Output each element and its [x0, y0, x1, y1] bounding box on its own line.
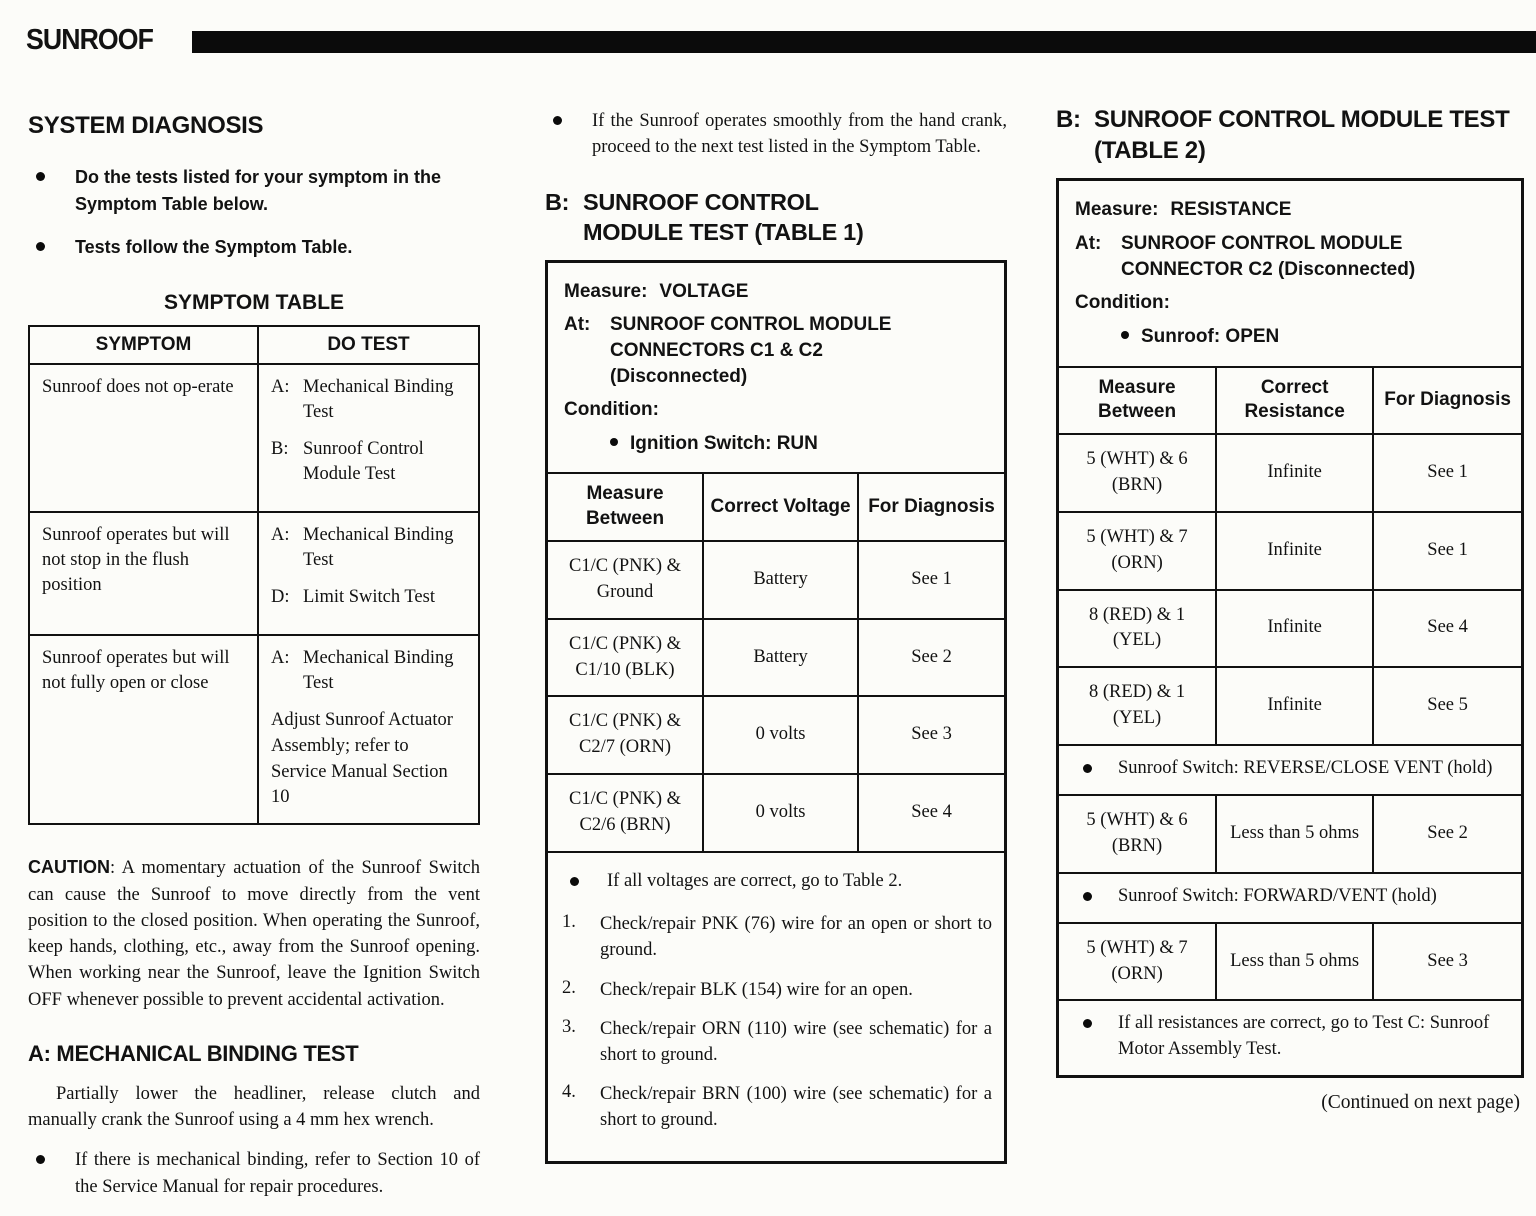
for-diagnosis-cell: See 3 [858, 696, 1004, 774]
test-name: Limit Switch Test [303, 586, 435, 607]
switch-condition-row [1059, 873, 1521, 923]
section-title-table2 [1056, 104, 1524, 166]
symptom-cell: Sunroof operates but will not fully open or close [29, 635, 258, 825]
test-letter: A: [271, 377, 290, 397]
measure-line [1075, 197, 1507, 223]
bullet-icon [1121, 331, 1129, 339]
footnote-number: 4. [562, 1082, 576, 1103]
column-header-measure-between: Measure Between [1059, 368, 1216, 434]
table-row [1059, 923, 1521, 1001]
heading-text: SUNROOF CONTROL MODULE TEST (TABLE 1) [583, 188, 864, 246]
test-name: Mechanical Binding Test [303, 377, 454, 422]
table-header-row [29, 326, 479, 364]
for-diagnosis-cell: See 4 [858, 774, 1004, 852]
footnote-text: Check/repair BRN (100) wire (see schematic) for a short to ground. [600, 1084, 992, 1130]
column-header-do-test: DO TEST [258, 326, 479, 364]
section-title-system-diagnosis: SYSTEM DIAGNOSIS [28, 112, 264, 139]
for-diagnosis-cell: See 4 [1373, 590, 1521, 668]
list-item [545, 108, 1007, 161]
condition-label: Condition: [564, 399, 659, 421]
bullet-icon [36, 1155, 45, 1164]
footnote-cell [1059, 1000, 1521, 1075]
correct-resistance-cell: Infinite [1216, 667, 1373, 745]
bullet-text: If the Sunroof operates smoothly from the hand crank, proceed to the next test listed in the Symptom Table. [592, 111, 1007, 158]
condition-bullet [610, 431, 990, 457]
header-rule-bar [192, 31, 1536, 53]
test-a-paragraph: Partially lower the headliner, release clutch and manually crank the Sunroof using a 4 mm hex wrench. [28, 1083, 480, 1131]
table-row [29, 512, 479, 635]
column-header-symptom: SYMPTOM [29, 326, 258, 364]
caution-text: : A momentary actuation of the Sunroof Switch can cause the Sunroof to move directly from the vent position to the closed position. When operating the Sunroof, keep hands, clothing, etc., away from the Sunroof opening. When working near the Sunroof, leave the Ignition Switch OFF whenever possible to prevent accidental activation. [28, 858, 480, 1010]
measure-between-cell: 8 (RED) & 1 (YEL) [1059, 667, 1216, 745]
table-header-row [1059, 368, 1521, 434]
bullet-icon [1083, 892, 1092, 901]
condition-text: Sunroof: OPEN [1141, 325, 1280, 347]
table-header-row [548, 474, 1004, 540]
page-title: SUNROOF [26, 24, 153, 56]
resistance-table [1059, 368, 1521, 1076]
column-header-correct-voltage: Correct Voltage [703, 474, 858, 540]
condition-line [1075, 290, 1507, 316]
footnote-text: If all resistances are correct, go to Test C: Sunroof Motor Assembly Test. [1118, 1013, 1490, 1060]
correct-voltage-cell: Battery [703, 541, 858, 619]
correct-resistance-cell: Less than 5 ohms [1216, 795, 1373, 873]
measure-value: VOLTAGE [659, 280, 749, 302]
table-row [548, 541, 1004, 619]
measure-value: RESISTANCE [1170, 199, 1292, 221]
test-letter: A: [271, 647, 290, 668]
caution-paragraph [28, 855, 480, 1013]
list-item [562, 869, 992, 895]
footnote-text: Check/repair ORN (110) wire (see schematic) for a short to ground. [600, 1019, 992, 1065]
bullet-icon [570, 877, 579, 886]
correct-voltage-cell: 0 volts [703, 774, 858, 852]
bullet-icon [36, 172, 45, 181]
table1-conditions [548, 263, 1004, 475]
heading-prefix: B: [1056, 106, 1081, 133]
table1-footnotes [548, 853, 1004, 1161]
condition-text: Ignition Switch: RUN [630, 432, 818, 454]
table-row [548, 774, 1004, 852]
test-entry [271, 585, 468, 610]
test-name: Mechanical Binding Test [303, 524, 454, 570]
measure-between-cell: 5 (WHT) & 6 (BRN) [1059, 795, 1216, 873]
footnote-text: Check/repair BLK (154) wire for an open. [600, 979, 913, 1000]
correct-resistance-cell: Infinite [1216, 434, 1373, 512]
test-entry [271, 646, 468, 696]
test-letter: B: [271, 438, 289, 459]
section-title-mechanical-binding-test: A: MECHANICAL BINDING TEST [28, 1040, 359, 1066]
middle-column [545, 108, 1007, 1164]
condition-line [564, 397, 990, 423]
condition-label: Condition: [1075, 292, 1170, 314]
correct-resistance-cell: Less than 5 ohms [1216, 923, 1373, 1001]
measure-between-cell: C1/C (PNK) & C1/10 (BLK) [548, 619, 703, 697]
footnote-number: 2. [562, 977, 576, 998]
for-diagnosis-cell: See 2 [858, 619, 1004, 697]
test-letter: A: [271, 524, 290, 545]
at-label: At: [1075, 233, 1102, 255]
bullet-text: Do the tests listed for your symptom in the Symptom Table below. [75, 167, 442, 214]
table-row [1059, 667, 1521, 745]
measure-between-cell: 5 (WHT) & 7 (ORN) [1059, 512, 1216, 590]
for-diagnosis-cell: See 3 [1373, 923, 1521, 1001]
table-row [1059, 795, 1521, 873]
table-row [1059, 590, 1521, 668]
table-row [29, 635, 479, 825]
for-diagnosis-cell: See 1 [1373, 512, 1521, 590]
switch-condition-row [1059, 745, 1521, 795]
test-letter: D: [271, 586, 290, 607]
table-row [29, 364, 479, 512]
switch-condition-text: Sunroof Switch: REVERSE/CLOSE VENT (hold) [1118, 758, 1493, 779]
column-header-for-diagnosis: For Diagnosis [858, 474, 1004, 540]
list-item [28, 164, 480, 218]
table2-box [1056, 178, 1524, 1078]
footnote-item [562, 1017, 992, 1068]
list-item [28, 234, 480, 261]
section-title-table1 [545, 187, 1007, 248]
bullet-text: If there is mechanical binding, refer to Section 10 of the Service Manual for repair procedures. [75, 1150, 480, 1197]
continued-note: (Continued on next page) [1321, 1092, 1520, 1114]
test-entry [271, 523, 468, 573]
footnote-item [562, 912, 992, 963]
measure-between-cell: 5 (WHT) & 6 (BRN) [1059, 434, 1216, 512]
correct-resistance-cell: Infinite [1216, 590, 1373, 668]
measure-between-cell: 8 (RED) & 1 (YEL) [1059, 590, 1216, 668]
bullet-icon [610, 438, 618, 446]
at-line [1075, 231, 1507, 282]
voltage-table [548, 474, 1004, 853]
test-entry [271, 375, 468, 425]
measure-between-cell: C1/C (PNK) & C2/7 (ORN) [548, 696, 703, 774]
at-value: SUNROOF CONTROL MODULE CONNECTOR C2 (Disconnected) [1121, 233, 1416, 280]
right-column [1056, 104, 1524, 1114]
correct-resistance-cell: Infinite [1216, 512, 1373, 590]
for-diagnosis-cell: See 5 [1373, 667, 1521, 745]
do-test-cell [258, 635, 479, 825]
footnote-text: Check/repair PNK (76) wire for an open or short to ground. [600, 914, 992, 960]
measure-label: Measure: [564, 280, 648, 302]
bullet-icon [36, 242, 45, 251]
measure-label: Measure: [1075, 199, 1159, 221]
bullet-icon [553, 116, 562, 125]
table-row [548, 619, 1004, 697]
column-header-correct-resistance: Correct Resistance [1216, 368, 1373, 434]
do-test-cell [258, 364, 479, 512]
measure-between-cell: 5 (WHT) & 7 (ORN) [1059, 923, 1216, 1001]
caution-label: CAUTION [28, 857, 110, 878]
at-label: At: [564, 314, 591, 336]
heading-prefix: B: [545, 188, 570, 215]
table-row [1059, 434, 1521, 512]
symptom-cell: Sunroof does not op-erate [29, 364, 258, 512]
measure-between-cell: C1/C (PNK) & Ground [548, 541, 703, 619]
correct-voltage-cell: 0 volts [703, 696, 858, 774]
heading-text: SUNROOF CONTROL MODULE TEST (TABLE 2) [1094, 106, 1510, 165]
table-row [1059, 512, 1521, 590]
adjustment-note: Adjust Sunroof Actuator Assembly; refer to Service Manual Section 10 [271, 709, 453, 808]
for-diagnosis-cell: See 1 [1373, 434, 1521, 512]
column-header-measure-between: Measure Between [548, 474, 703, 540]
test-name: Sunroof Control Module Test [303, 438, 424, 484]
test-name: Mechanical Binding Test [303, 647, 454, 693]
do-test-cell [258, 512, 479, 635]
test-entry [271, 437, 468, 487]
bullet-text: Tests follow the Symptom Table. [75, 237, 353, 257]
for-diagnosis-cell: See 2 [1373, 795, 1521, 873]
switch-condition-text: Sunroof Switch: FORWARD/VENT (hold) [1118, 885, 1437, 906]
symptom-table-title: SYMPTOM TABLE [163, 291, 345, 314]
measure-line [564, 279, 990, 305]
footnote-item [562, 978, 992, 1004]
footnote-number: 1. [562, 912, 576, 933]
switch-condition-cell [1059, 873, 1521, 923]
measure-between-cell: C1/C (PNK) & C2/6 (BRN) [548, 774, 703, 852]
at-line [564, 312, 990, 389]
bullet-icon [1083, 1019, 1092, 1028]
table-row [548, 696, 1004, 774]
at-value: SUNROOF CONTROL MODULE CONNECTORS C1 & C2 (Disconnected) [610, 314, 892, 387]
left-column [28, 108, 480, 1216]
list-item [28, 1147, 480, 1200]
bullet-text: If all voltages are correct, go to Table 2. [607, 870, 903, 891]
symptom-cell: Sunroof operates but will not stop in the flush position [29, 512, 258, 635]
symptom-table [28, 325, 480, 825]
switch-condition-cell [1059, 745, 1521, 795]
condition-bullet [1121, 324, 1507, 350]
footnote-item [562, 1082, 992, 1133]
footnote-row [1059, 1000, 1521, 1075]
for-diagnosis-cell: See 1 [858, 541, 1004, 619]
table1-box [545, 260, 1007, 1164]
column-header-for-diagnosis: For Diagnosis [1373, 368, 1521, 434]
footnote-number: 3. [562, 1017, 576, 1038]
bullet-icon [1083, 764, 1092, 773]
table2-conditions [1059, 181, 1521, 367]
correct-voltage-cell: Battery [703, 619, 858, 697]
